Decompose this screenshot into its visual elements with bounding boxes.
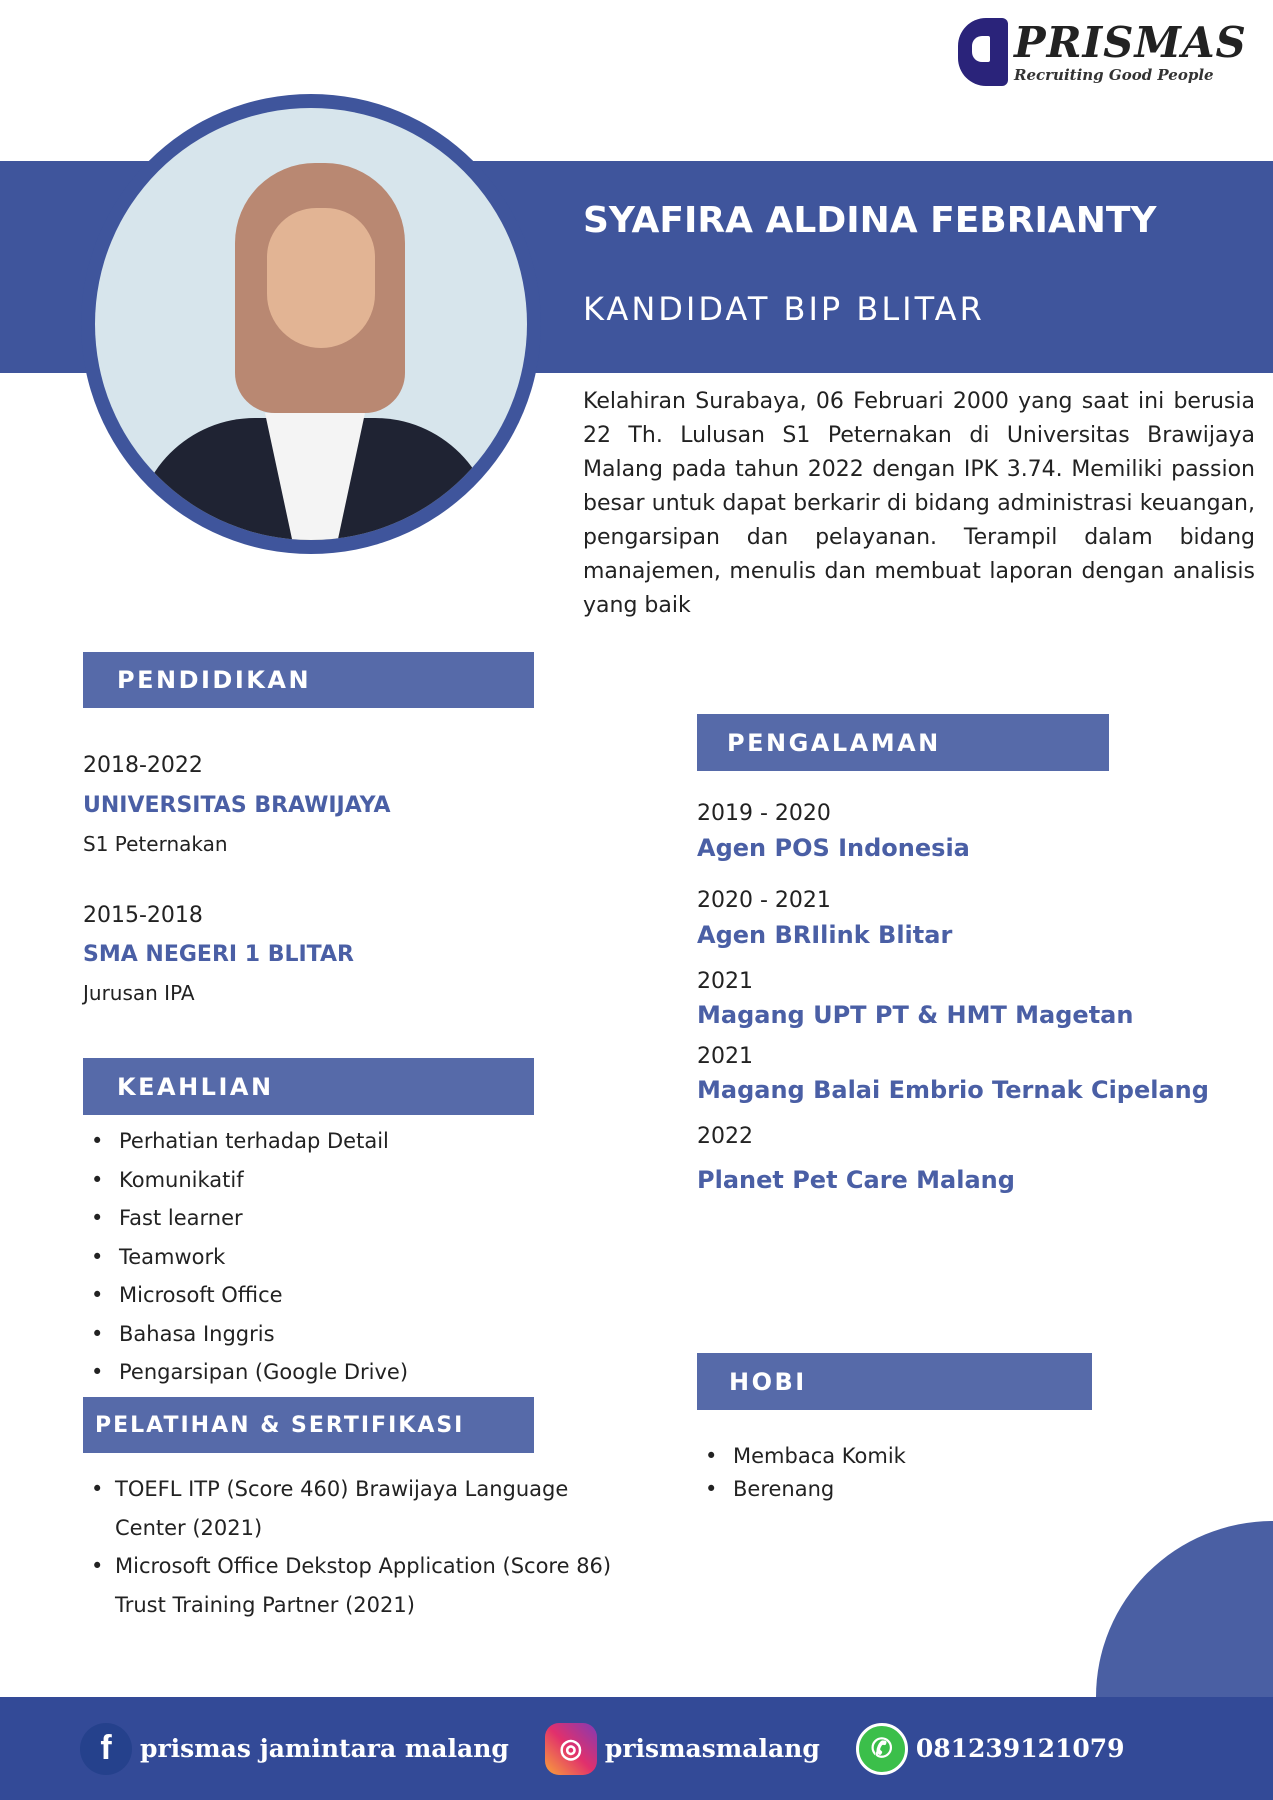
whatsapp-icon: ✆ — [856, 1723, 908, 1775]
hobbies-list — [697, 1440, 1097, 1506]
experience-title: Agen POS Indonesia — [697, 834, 970, 862]
education-school: SMA NEGERI 1 BLITAR — [83, 942, 354, 967]
section-experience-heading: PENGALAMAN — [697, 714, 1109, 771]
education-detail: S1 Peternakan — [83, 832, 228, 856]
skill-item: • Perhatian terhadap Detail — [83, 1122, 583, 1161]
experience-years: 2021 — [697, 969, 753, 994]
section-skills-heading: KEAHLIAN — [83, 1058, 534, 1115]
profile-summary: Kelahiran Surabaya, 06 Februari 2000 yang saat ini berusia 22 Th. Lulusan S1 Peternakan di Universitas Brawijaya Malang pada tahun 2022 dengan IPK 3.74. Memiliki passion besar untuk dapat berkarir di bidang administrasi keuangan, pengarsipan dan pelayanan. Terampil dalam bidang manajemen, menulis dan membuat laporan dengan analisis yang baik — [583, 389, 1255, 618]
section-hobbies-heading: HOBI — [697, 1353, 1092, 1410]
training-item: • Microsoft Office Dekstop Application (Score 86) Trust Training Partner (2021) — [83, 1547, 623, 1624]
experience-title: Magang UPT PT & HMT Magetan — [697, 1001, 1134, 1029]
whatsapp-label: 081239121079 — [915, 1734, 1125, 1763]
education-school: UNIVERSITAS BRAWIJAYA — [83, 793, 391, 818]
hobby-item: • Berenang — [697, 1473, 1097, 1506]
training-list — [83, 1470, 623, 1624]
candidate-name: SYAFIRA ALDINA FEBRIANTY — [583, 200, 1157, 241]
education-years: 2015-2018 — [83, 903, 203, 928]
facebook-icon: f — [80, 1723, 132, 1775]
experience-years: 2020 - 2021 — [697, 888, 831, 913]
instagram-link[interactable] — [545, 1723, 820, 1775]
section-training-heading: PELATIHAN & SERTIFIKASI — [83, 1397, 534, 1453]
experience-title: Magang Balai Embrio Ternak Cipelang — [697, 1076, 1209, 1104]
skill-item: • Komunikatif — [83, 1161, 583, 1200]
footer — [0, 1697, 1273, 1800]
logo-tagline: Recruiting Good People — [1014, 66, 1214, 84]
education-detail: Jurusan IPA — [83, 981, 195, 1005]
skill-item: • Microsoft Office — [83, 1276, 583, 1315]
facebook-link[interactable] — [80, 1723, 509, 1775]
logo-name: PRISMAS — [1014, 18, 1247, 67]
facebook-label: prismas jamintara malang — [140, 1734, 509, 1763]
experience-title: Planet Pet Care Malang — [697, 1166, 1015, 1194]
logo-mark-icon — [958, 18, 1008, 86]
skill-item: • Pengarsipan (Google Drive) — [83, 1353, 583, 1392]
prismas-logo — [958, 18, 1258, 86]
candidate-subtitle: KANDIDAT BIP BLITAR — [583, 290, 985, 328]
skills-list — [83, 1122, 583, 1392]
experience-title: Agen BRIlink Blitar — [697, 921, 953, 949]
hobby-item: • Membaca Komik — [697, 1440, 1097, 1473]
profile-photo — [81, 94, 541, 554]
experience-years: 2019 - 2020 — [697, 801, 831, 826]
skill-item: • Teamwork — [83, 1238, 583, 1277]
section-education-heading: PENDIDIKAN — [83, 652, 534, 708]
decorative-circle — [1096, 1521, 1273, 1697]
whatsapp-link[interactable] — [856, 1723, 1125, 1775]
skill-item: • Fast learner — [83, 1199, 583, 1238]
experience-years: 2022 — [697, 1124, 753, 1149]
instagram-icon: ◎ — [545, 1723, 597, 1775]
training-item: • TOEFL ITP (Score 460) Brawijaya Language Center (2021) — [83, 1470, 623, 1547]
skill-item: • Bahasa Inggris — [83, 1315, 583, 1354]
education-years: 2018-2022 — [83, 753, 203, 778]
experience-years: 2021 — [697, 1044, 753, 1069]
instagram-label: prismasmalang — [604, 1734, 820, 1763]
